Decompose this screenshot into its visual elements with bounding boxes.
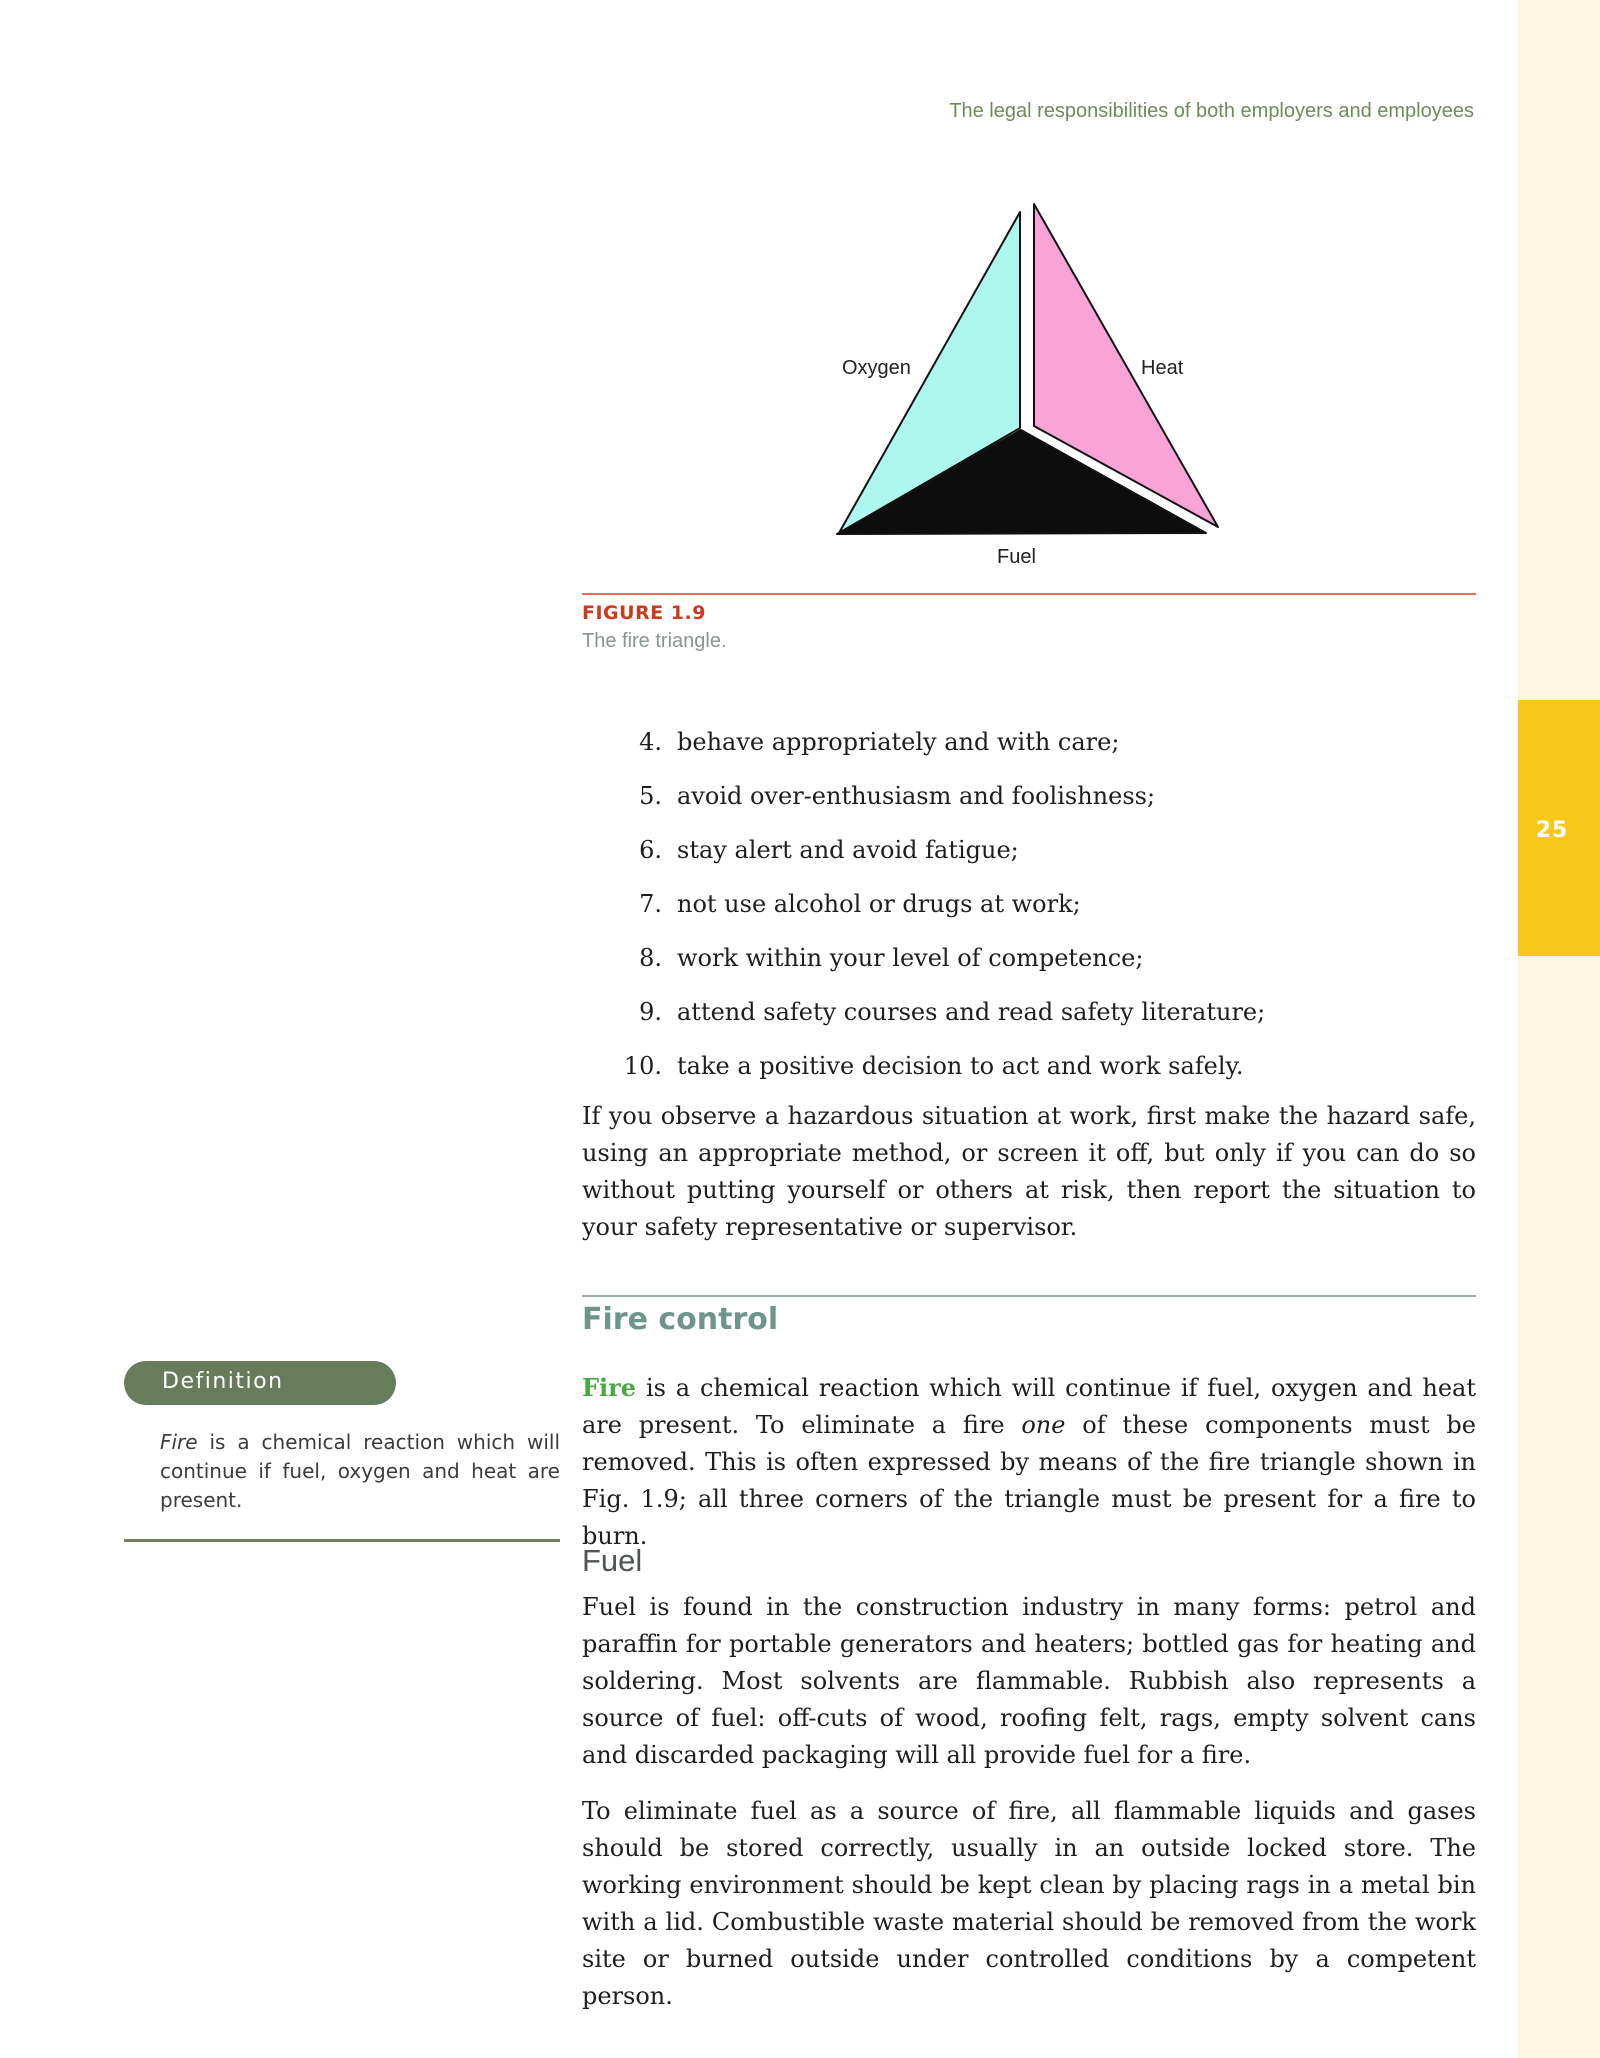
fire-control-heading: Fire control bbox=[582, 1302, 779, 1337]
list-item bbox=[582, 832, 1476, 886]
definition-rule bbox=[124, 1539, 560, 1542]
list-item-number: 10. bbox=[623, 1052, 662, 1080]
hazard-paragraph: If you observe a hazardous situation at work, first make the hazard safe, using an appropriate method, or screen it off, but only if you can do so without putting yourself or others at risk, then report the situation to your safety representative or supervisor. bbox=[582, 1102, 1476, 1241]
fuel-label: Fuel bbox=[997, 546, 1036, 568]
figure-number: FIGURE 1.9 bbox=[582, 602, 706, 624]
definition-pill bbox=[124, 1361, 396, 1405]
fire-intro-emphasis: one bbox=[1021, 1411, 1066, 1439]
list-item-number: 5. bbox=[639, 782, 662, 810]
list-item-number: 9. bbox=[639, 998, 662, 1026]
heat-label: Heat bbox=[1141, 357, 1184, 379]
fuel-paragraph-1: Fuel is found in the construction industry in many forms: petrol and paraffin for portable generators and heaters; bottled gas for heating and soldering. Most solvents are flammable. Rubbish also represents a source of fuel: off-cuts of wood, roofing felt, rags, empty solvent cans and discarded packaging will all provide fuel for a fire. bbox=[582, 1593, 1476, 1769]
fire-intro-part1: is a chemical reaction which will continue if fuel, oxygen and heat are present. To eliminate a fire bbox=[582, 1374, 1476, 1439]
fire-triangle-figure bbox=[800, 190, 1260, 570]
fire-control-paragraph bbox=[582, 1369, 1476, 1555]
running-head: The legal responsibilities of both employers and employees bbox=[949, 100, 1474, 122]
list-item-text: attend safety courses and read safety literature; bbox=[677, 998, 1266, 1026]
list-item-text: take a positive decision to act and work safely. bbox=[677, 1052, 1244, 1080]
fire-triangle-diagram bbox=[800, 190, 1260, 570]
definition-text bbox=[160, 1428, 560, 1515]
list-item-number: 8. bbox=[639, 944, 662, 972]
list-item bbox=[582, 994, 1476, 1048]
fire-intro-part2: of these components must be removed. This is often expressed by means of the fire triangle shown in Fig. 1.9; all three corners of the triangle must be present for a fire to burn. bbox=[582, 1411, 1476, 1550]
fuel-heading: Fuel bbox=[582, 1543, 643, 1578]
page-number: 25 bbox=[1535, 818, 1569, 843]
list-item-number: 6. bbox=[639, 836, 662, 864]
list-item-text: behave appropriately and with care; bbox=[677, 728, 1120, 756]
list-item-text: stay alert and avoid fatigue; bbox=[677, 836, 1019, 864]
definition-label: Definition bbox=[162, 1369, 284, 1394]
list-item-number: 7. bbox=[639, 890, 662, 918]
fire-term: Fire bbox=[582, 1373, 637, 1402]
list-item-text: work within your level of competence; bbox=[677, 944, 1144, 972]
section-rule bbox=[582, 1295, 1476, 1297]
fuel-paragraph-2: To eliminate fuel as a source of fire, all flammable liquids and gases should be stored correctly, usually in an outside locked store. The working environment should be kept clean by placing rags in a metal bin with a lid. Combustible waste material should be removed from the work site or burned outside under controlled conditions by a competent person. bbox=[582, 1797, 1476, 2010]
list-item bbox=[582, 778, 1476, 832]
figure-caption: The fire triangle. bbox=[582, 630, 727, 652]
list-item bbox=[582, 1048, 1476, 1102]
figure-rule bbox=[582, 593, 1476, 595]
oxygen-label: Oxygen bbox=[842, 357, 911, 379]
definition-body: is a chemical reaction which will continue if fuel, oxygen and heat are present. bbox=[160, 1430, 560, 1512]
definition-term: Fire bbox=[160, 1430, 198, 1454]
safety-list bbox=[582, 724, 1476, 1102]
list-item bbox=[582, 724, 1476, 778]
list-item bbox=[582, 886, 1476, 940]
list-item-number: 4. bbox=[639, 728, 662, 756]
list-item-text: not use alcohol or drugs at work; bbox=[677, 890, 1081, 918]
list-item-text: avoid over-enthusiasm and foolishness; bbox=[677, 782, 1156, 810]
list-item bbox=[582, 940, 1476, 994]
page-edge-strip bbox=[1518, 0, 1600, 2058]
